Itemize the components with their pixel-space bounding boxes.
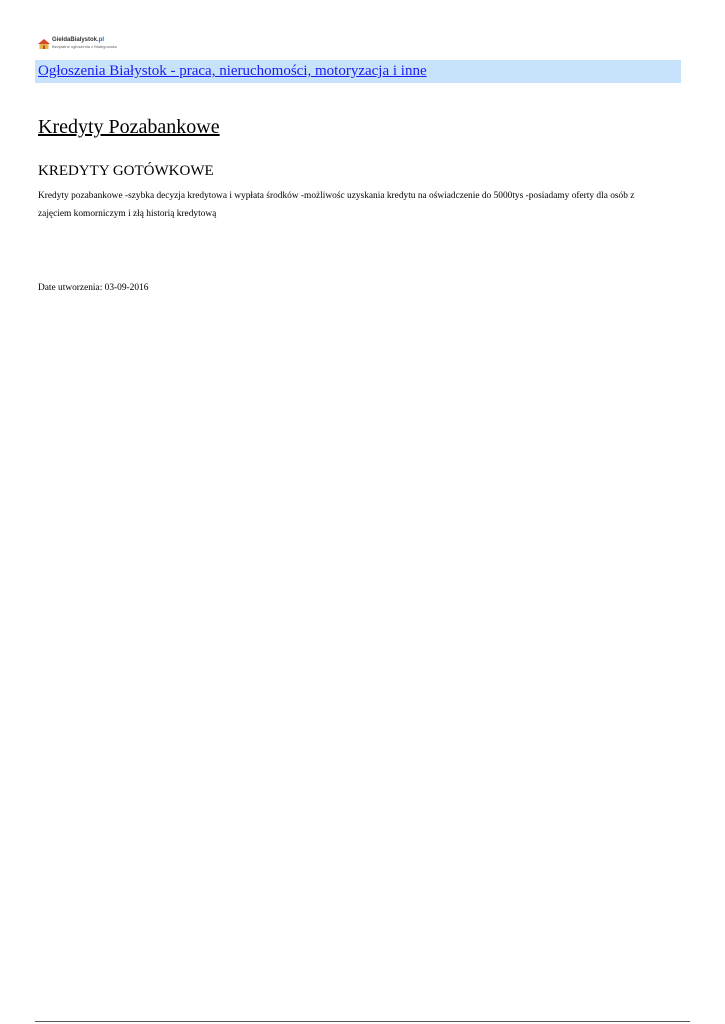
site-logo[interactable] — [38, 36, 128, 52]
footer-divider — [35, 1021, 690, 1022]
creation-date: Date utworzenia: 03-09-2016 — [38, 283, 149, 293]
logo-name: GieldaBialystok — [52, 37, 98, 43]
listing-heading: KREDYTY GOTÓWKOWE — [38, 163, 214, 179]
listing-description: Kredyty pozabankowe -szybka decyzja kredytowa i wypłata środków -możliwośc uzyskania kredytu na oświadczenie do 5000tys -posiadamy oferty dla osób z zajęciem komorniczym i złą historią kredytową — [38, 191, 635, 219]
page-title: Kredyty Pozabankowe — [38, 116, 220, 138]
logo-tld: .pl — [97, 37, 105, 43]
logo-tagline: Bezpłatne ogłoszenia z Białegostoku — [52, 44, 118, 49]
logo-wordmark — [52, 36, 104, 44]
house-icon — [38, 39, 50, 49]
site-home-link[interactable]: Ogłoszenia Białystok - praca, nieruchomości, motoryzacja i inne — [38, 63, 427, 79]
site-banner — [35, 60, 681, 83]
